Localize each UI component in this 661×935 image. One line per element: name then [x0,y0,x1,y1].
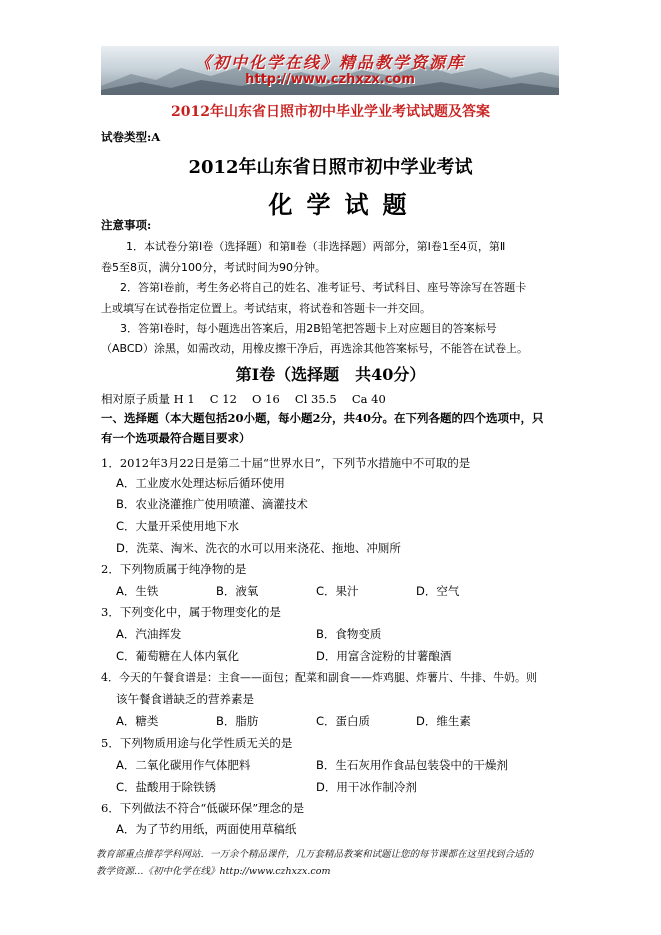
atomic-mass-line: 相对原子质量 H 1 C 12 O 16 Cl 35.5 Ca 40 [101,392,386,406]
paper-type: 试卷类型:A [101,130,161,144]
question-5-option-a: A．二氧化碳用作气体肥料 [116,758,251,772]
question-5-stem: 5．下列物质用途与化学性质无关的是 [101,736,293,750]
question-1-option-a: A．工业废水处理达标后循环使用 [116,476,285,490]
question-1-option-d: D．洗菜、淘米、洗衣的水可以用来浇花、拖地、冲厕所 [116,541,401,555]
banner-title: 《初中化学在线》精品教学资源库 [194,53,465,72]
note-2-line-2: 上或填写在试卷指定位置上。考试结束，将试卷和答题卡一并交回。 [101,302,431,315]
question-2-option-c: C．果汁 [316,584,359,598]
question-1-option-c: C．大量开采使用地下水 [116,519,240,533]
footer-line-2: 教学资源…《初中化学在线》http://www.czhxzx.com [96,866,331,877]
question-6-option-a: A．为了节约用纸，两面使用草稿纸 [116,822,297,836]
question-2-option-d: D．空气 [416,584,460,598]
part1-instructions-line-2: 有一个选项最符合题目要求） [101,431,251,445]
question-4-stem: 4．今天的午餐食谱是：主食——面包；配菜和副食——炸鸡腿、炸薯片、牛排、牛奶。则 [101,671,537,684]
note-3-line-2: （ABCD）涂黑，如需改动，用橡皮擦干净后，再选涂其他答案标号，不能答在试卷上。 [101,342,529,355]
question-4-option-d: D．维生素 [416,714,471,728]
section-title: 第Ⅰ卷（选择题 共40分） [235,365,426,384]
banner-url: http://www.czhxzx.com [245,72,415,87]
question-5-option-d: D．用干冰作制冷剂 [316,780,417,794]
question-2-option-b: B．液氧 [216,584,259,598]
question-3-option-c: C．葡萄糖在人体内氧化 [116,649,240,663]
question-3-option-d: D．用富含淀粉的甘薯酿酒 [316,649,452,663]
header-banner [101,46,559,95]
footer-line-1: 教育部重点推荐学科网站．一万余个精品课件，几万套精品教案和试题让您的每节课都在这里找到合适的 [96,849,534,860]
question-4-option-c: C．蛋白质 [316,714,371,728]
question-3-stem: 3．下列变化中，属于物理变化的是 [101,605,281,619]
question-2-option-a: A．生铁 [116,584,159,598]
notes-heading: 注意事项: [101,218,152,232]
question-2-stem: 2．下列物质属于纯净物的是 [101,562,247,576]
note-2-line-1: 2．答第Ⅰ卷前，考生务必将自己的姓名、准考证号、考试科目、座号等涂写在答题卡 [120,281,527,294]
question-5-option-b: B．生石灰用作食品包装袋中的干燥剂 [316,758,508,772]
exam-title: 2012年山东省日照市初中学业考试 [188,157,473,178]
part1-instructions-line-1: 一、选择题（本大题包括20小题，每小题2分，共40分。在下列各题的四个选项中，只 [101,411,544,425]
question-5-option-c: C．盐酸用于除铁锈 [116,780,217,794]
question-1-stem: 1．2012年3月22日是第二十届“世界水日”，下列节水措施中不可取的是 [101,456,471,470]
question-6-stem: 6．下列做法不符合“低碳环保”理念的是 [101,801,305,815]
document-title: 2012年山东省日照市初中毕业学业考试试题及答案 [171,104,490,120]
question-4-option-b: B．脂肪 [216,714,259,728]
note-3-line-1: 3．答第Ⅰ卷时，每小题选出答案后，用2B铅笔把答题卡上对应题目的答案标号 [120,322,497,335]
page-footer [96,846,576,880]
note-1-line-2: 卷5至8页，满分100分，考试时间为90分钟。 [101,261,326,274]
question-1-option-b: B．农业浇灌推广使用喷灌、滴灌技术 [116,497,308,511]
note-1-line-1: 1．本试卷分第Ⅰ卷（选择题）和第Ⅱ卷（非选择题）两部分，第Ⅰ卷1至4页，第Ⅱ [126,240,506,253]
subject-title: 化学试题 [268,190,421,219]
question-3-option-a: A．汽油挥发 [116,627,182,641]
question-4-option-a: A．糖类 [116,714,159,728]
question-4-stem-line-2: 该午餐食谱缺乏的营养素是 [116,692,254,706]
question-3-option-b: B．食物变质 [316,627,382,641]
